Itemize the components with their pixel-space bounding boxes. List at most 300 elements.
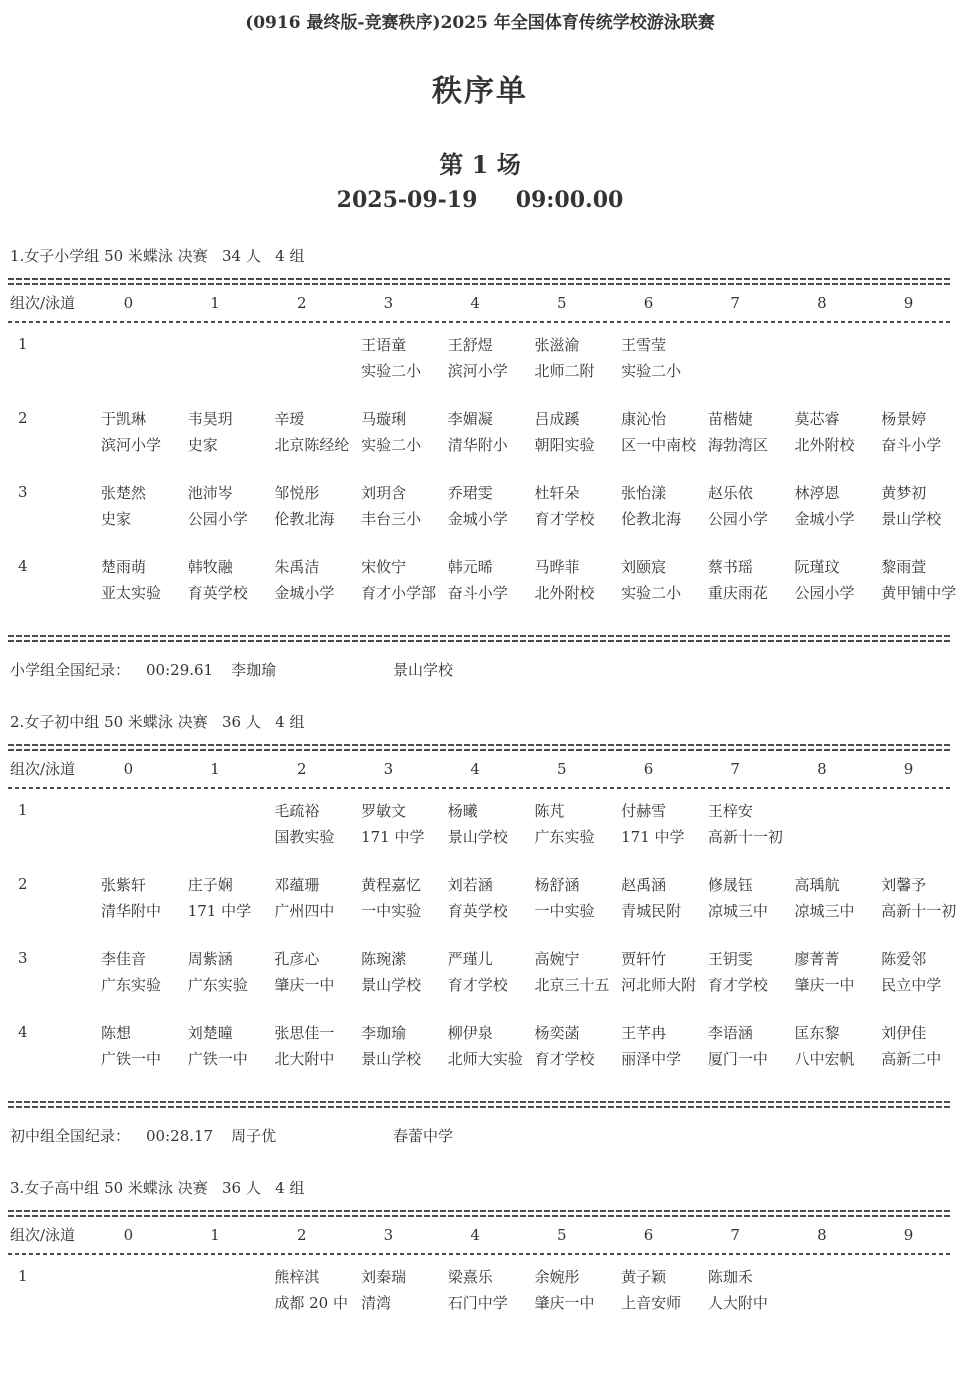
lane-number: 8 xyxy=(817,1226,827,1244)
swimmer-name: 马璇琍 xyxy=(361,410,407,428)
swimmer-name: 张滋渝 xyxy=(534,336,580,354)
swimmer-school: 171 中学 xyxy=(187,902,252,920)
record-holder: 李珈瑜 xyxy=(231,661,277,679)
swimmer-name: 修晟钰 xyxy=(707,876,753,894)
swimmer-entry xyxy=(172,1023,259,1069)
swimmer-name: 朱禹洁 xyxy=(274,558,320,576)
swimmer-entry xyxy=(258,557,345,603)
swimmer-school: 滨河小学 xyxy=(447,362,508,380)
swimmer-entry xyxy=(258,1023,345,1069)
swimmer-entry xyxy=(432,801,519,847)
swimmer-entry xyxy=(779,409,866,455)
heat-number: 3 xyxy=(18,949,28,967)
swimmer-name: 黄梦初 xyxy=(881,484,927,502)
swimmer-name: 王语童 xyxy=(361,336,407,354)
swimmer-name: 匡东黎 xyxy=(794,1024,840,1042)
swimmer-school: 实验二小 xyxy=(361,436,422,454)
swimmer-entry xyxy=(345,557,437,603)
swimmer-entry xyxy=(692,801,783,847)
swimmer-entry xyxy=(779,875,866,921)
swimmer-school: 育才学校 xyxy=(447,976,508,994)
lane-number: 7 xyxy=(730,294,740,312)
swimmer-entry xyxy=(432,557,519,603)
empty-lane xyxy=(258,335,345,381)
swimmer-entry xyxy=(432,483,519,529)
swimmer-school: 国教实验 xyxy=(274,828,335,846)
lane-header-row xyxy=(8,759,952,779)
swimmer-name: 赵禹涵 xyxy=(621,876,667,894)
swimmer-school: 丰台三小 xyxy=(361,510,422,528)
swimmer-entry xyxy=(172,949,259,995)
swimmer-name: 刘馨予 xyxy=(881,876,927,894)
swimmer-name: 孔彦心 xyxy=(274,950,320,968)
swimmer-school: 石门中学 xyxy=(447,1294,508,1312)
swimmer-school: 高新十一初 xyxy=(707,828,783,846)
swimmer-name: 于凯琳 xyxy=(101,410,147,428)
swimmer-school: 厦门一中 xyxy=(707,1050,768,1068)
empty-lane xyxy=(779,801,866,847)
record-school: 景山学校 xyxy=(393,661,454,679)
swimmer-school: 171 中学 xyxy=(621,828,685,846)
lane-number: 9 xyxy=(903,760,914,778)
lane-number: 0 xyxy=(123,294,134,312)
lane-number: 4 xyxy=(470,1226,480,1244)
lane-header-label: 组次/泳道 xyxy=(10,1226,76,1244)
swimmer-school: 奋斗小学 xyxy=(447,584,508,602)
event-section xyxy=(8,1178,952,1329)
swimmer-name: 张楚然 xyxy=(101,484,147,502)
swimmer-entry xyxy=(605,875,692,921)
record-line xyxy=(8,1126,952,1146)
swimmer-school: 广铁一中 xyxy=(101,1050,162,1068)
swimmer-name: 邓蕴珊 xyxy=(274,876,320,894)
swimmer-name: 林渟恩 xyxy=(794,484,840,502)
swimmer-entry xyxy=(85,949,172,995)
lane-number: 2 xyxy=(296,1226,307,1244)
swimmer-school: 实验二小 xyxy=(621,584,682,602)
heat-number: 1 xyxy=(18,801,28,819)
swimmer-entry xyxy=(432,949,519,995)
session-title: 第 1 场 xyxy=(439,150,521,179)
event-section xyxy=(8,712,957,1146)
empty-lane xyxy=(85,1267,172,1313)
lane-header-label: 组次/泳道 xyxy=(10,294,76,312)
heat-row xyxy=(8,863,957,937)
swimmer-name: 张紫轩 xyxy=(101,876,147,894)
swimmer-name: 蔡书瑶 xyxy=(707,558,753,576)
swimmer-name: 高婉宁 xyxy=(534,950,580,968)
heat-number: 3 xyxy=(18,483,28,501)
swimmer-name: 李媚凝 xyxy=(447,410,493,428)
lane-header-row xyxy=(8,1225,952,1245)
heat-row xyxy=(8,545,957,619)
heat-row xyxy=(8,323,952,397)
swimmer-school: 高新二中 xyxy=(881,1050,942,1068)
swimmer-name: 余婉彤 xyxy=(534,1268,580,1286)
swimmer-school: 肇庆一中 xyxy=(534,1294,595,1312)
separator-double xyxy=(8,278,952,285)
swimmer-school: 清华附小 xyxy=(447,436,508,454)
swimmer-name: 杨奕菡 xyxy=(534,1024,580,1042)
swimmer-entry xyxy=(432,1023,523,1069)
swimmer-name: 陈珈禾 xyxy=(707,1268,753,1286)
swimmer-entry xyxy=(432,1267,519,1313)
swimmer-entry xyxy=(172,483,259,529)
swimmer-school: 北外附校 xyxy=(794,436,855,454)
swimmer-school: 伦教北海 xyxy=(274,510,335,528)
swimmer-name: 王舒煜 xyxy=(447,336,493,354)
swimmer-name: 韩牧融 xyxy=(187,558,233,576)
swimmer-school: 滨河小学 xyxy=(101,436,162,454)
swimmer-entry xyxy=(258,949,345,995)
swimmer-school: 丽泽中学 xyxy=(621,1050,682,1068)
swimmer-school: 广州四中 xyxy=(274,902,335,920)
swimmer-name: 王雪莹 xyxy=(621,336,667,354)
swimmer-name: 康沁怡 xyxy=(621,410,667,428)
lane-number: 1 xyxy=(210,294,220,312)
document-title: (0916 最终版-竞赛秩序)2025 年全国体育传统学校游泳联赛 xyxy=(245,13,715,33)
swimmer-school: 海勃湾区 xyxy=(707,436,768,454)
separator-double xyxy=(8,1101,952,1108)
empty-lane xyxy=(865,335,952,381)
lane-number: 5 xyxy=(557,294,567,312)
heat-number: 1 xyxy=(18,1267,28,1285)
swimmer-name: 付赫雪 xyxy=(621,802,667,820)
swimmer-entry xyxy=(605,409,697,455)
swimmer-name: 刘若涵 xyxy=(447,876,493,894)
lane-number: 9 xyxy=(903,1226,914,1244)
swimmer-school: 区一中南校 xyxy=(621,436,697,454)
swimmer-school: 北大附中 xyxy=(274,1050,335,1068)
sheet-title: 秩序单 xyxy=(432,74,528,109)
swimmer-school: 景山学校 xyxy=(881,510,942,528)
lane-number: 7 xyxy=(730,760,740,778)
swimmer-school: 凉城三中 xyxy=(794,902,855,920)
heat-number: 2 xyxy=(18,875,28,893)
swimmer-school: 公园小学 xyxy=(707,510,768,528)
swimmer-name: 杨曦 xyxy=(447,802,478,820)
lane-number: 1 xyxy=(210,760,220,778)
lane-number: 7 xyxy=(730,1226,740,1244)
event-section xyxy=(8,246,957,680)
swimmer-school: 育英学校 xyxy=(447,902,508,920)
lane-number: 5 xyxy=(557,1226,567,1244)
swimmer-entry xyxy=(692,557,779,603)
swimmer-name: 阮瑾玟 xyxy=(794,558,840,576)
lane-number: 3 xyxy=(383,294,394,312)
event-title: 3.女子高中组 50 米蝶泳 决赛 36 人 4 组 xyxy=(10,1179,305,1197)
swimmer-name: 辛瑷 xyxy=(274,410,305,428)
swimmer-name: 王梓安 xyxy=(707,802,753,820)
swimmer-entry xyxy=(865,409,952,455)
swimmer-name: 高瑀航 xyxy=(794,876,840,894)
swimmer-school: 金城小学 xyxy=(794,510,855,528)
swimmer-entry xyxy=(518,1267,605,1313)
swimmer-entry xyxy=(345,801,432,847)
swimmer-entry xyxy=(258,875,345,921)
swimmer-entry xyxy=(345,483,432,529)
heat-number: 4 xyxy=(18,1023,28,1041)
swimmer-school: 八中宏帆 xyxy=(794,1050,855,1068)
swimmer-name: 莫芯睿 xyxy=(794,410,840,428)
swimmer-school: 育才学校 xyxy=(707,976,768,994)
swimmer-name: 严瑾儿 xyxy=(447,950,493,968)
swimmer-name: 王钥雯 xyxy=(707,950,753,968)
swimmer-name: 黎雨萱 xyxy=(881,558,927,576)
swimmer-name: 马晔菲 xyxy=(534,558,580,576)
swimmer-entry xyxy=(258,801,345,847)
record-line xyxy=(8,660,952,680)
swimmer-school: 金城小学 xyxy=(447,510,508,528)
swimmer-school: 高新十一初 xyxy=(881,902,957,920)
swimmer-school: 人大附中 xyxy=(707,1294,768,1312)
swimmer-name: 黄子颖 xyxy=(621,1268,667,1286)
swimmer-entry xyxy=(518,1023,605,1069)
separator-double xyxy=(8,744,952,751)
swimmer-entry xyxy=(865,483,952,529)
swimmer-school: 广东实验 xyxy=(101,976,162,994)
empty-lane xyxy=(85,801,172,847)
swimmer-name: 吕成蹊 xyxy=(534,410,580,428)
lane-number: 2 xyxy=(296,294,307,312)
swimmer-entry xyxy=(605,949,697,995)
swimmer-school: 171 中学 xyxy=(361,828,425,846)
swimmer-school: 肇庆一中 xyxy=(794,976,855,994)
swimmer-entry xyxy=(345,1023,432,1069)
swimmer-school: 公园小学 xyxy=(794,584,855,602)
session-datetime: 2025-09-19 09:00.00 xyxy=(336,187,624,213)
swimmer-name: 李语涵 xyxy=(707,1024,753,1042)
swimmer-entry xyxy=(172,409,259,455)
heat-row xyxy=(8,471,952,545)
swimmer-entry xyxy=(172,875,259,921)
swimmer-school: 青城民附 xyxy=(621,902,682,920)
heat-number: 1 xyxy=(18,335,28,353)
swimmer-school: 广铁一中 xyxy=(187,1050,248,1068)
event-title: 2.女子初中组 50 米蝶泳 决赛 36 人 4 组 xyxy=(10,713,305,731)
empty-lane xyxy=(865,801,952,847)
empty-lane xyxy=(172,1267,259,1313)
swimmer-name: 罗敏文 xyxy=(361,802,407,820)
swimmer-entry xyxy=(518,949,610,995)
swimmer-name: 池沛岑 xyxy=(187,484,233,502)
swimmer-entry xyxy=(258,409,350,455)
swimmer-school: 育英学校 xyxy=(187,584,248,602)
swimmer-school: 亚太实验 xyxy=(101,584,162,602)
lane-number: 8 xyxy=(817,294,827,312)
swimmer-school: 一中实验 xyxy=(361,902,422,920)
swimmer-entry xyxy=(692,409,779,455)
heat-row xyxy=(8,937,952,1011)
swimmer-entry xyxy=(258,1267,348,1313)
swimmer-entry xyxy=(779,949,866,995)
swimmer-name: 黄程嘉忆 xyxy=(361,876,422,894)
empty-lane xyxy=(172,335,259,381)
lane-number: 6 xyxy=(643,1226,654,1244)
heat-row xyxy=(8,397,952,471)
lane-number: 2 xyxy=(296,760,307,778)
swimmer-school: 景山学校 xyxy=(447,828,508,846)
swimmer-entry xyxy=(432,875,519,921)
lane-number: 3 xyxy=(383,760,394,778)
swimmer-entry xyxy=(85,1023,172,1069)
swimmer-name: 乔珺雯 xyxy=(447,484,493,502)
swimmer-entry xyxy=(692,875,779,921)
swimmer-name: 刘颐宸 xyxy=(621,558,667,576)
swimmer-school: 育才小学部 xyxy=(361,584,437,602)
swimmer-school: 景山学校 xyxy=(361,1050,422,1068)
record-holder: 周子优 xyxy=(231,1127,277,1145)
swimmer-entry xyxy=(779,557,866,603)
swimmer-name: 杨景婷 xyxy=(881,410,927,428)
swimmer-school: 北京陈经纶 xyxy=(274,436,350,454)
heat-row xyxy=(8,1255,952,1329)
swimmer-entry xyxy=(865,949,952,995)
swimmer-school: 实验二小 xyxy=(621,362,682,380)
swimmer-name: 刘玥含 xyxy=(361,484,407,502)
swimmer-school: 成都 20 中 xyxy=(274,1294,348,1312)
swimmer-name: 杜轩朵 xyxy=(534,484,580,502)
swimmer-school: 清湾 xyxy=(361,1294,392,1312)
swimmer-school: 北外附校 xyxy=(534,584,595,602)
swimmer-name: 贾轩竹 xyxy=(621,950,667,968)
swimmer-school: 伦教北海 xyxy=(621,510,682,528)
swimmer-name: 宋攸宁 xyxy=(361,558,407,576)
event-title: 1.女子小学组 50 米蝶泳 决赛 34 人 4 组 xyxy=(10,247,305,265)
swimmer-entry xyxy=(605,335,692,381)
lane-header-label: 组次/泳道 xyxy=(10,760,76,778)
swimmer-school: 北师二附 xyxy=(534,362,595,380)
swimmer-entry xyxy=(692,1267,779,1313)
heat-number: 4 xyxy=(18,557,28,575)
swimmer-name: 陈芃 xyxy=(534,802,565,820)
swimmer-name: 楚雨萌 xyxy=(101,558,147,576)
swimmer-school: 河北师大附 xyxy=(621,976,697,994)
swimmer-school: 肇庆一中 xyxy=(274,976,335,994)
swimmer-school: 育才学校 xyxy=(534,510,595,528)
swimmer-school: 广东实验 xyxy=(187,976,248,994)
swimmer-entry xyxy=(518,409,605,455)
swimmer-school: 广东实验 xyxy=(534,828,595,846)
swimmer-school: 凉城三中 xyxy=(707,902,768,920)
swimmer-school: 北京三十五 xyxy=(534,976,610,994)
swimmer-entry xyxy=(692,1023,779,1069)
lane-number: 6 xyxy=(643,760,654,778)
swimmer-name: 李珈瑜 xyxy=(361,1024,407,1042)
record-time: 00:29.61 xyxy=(146,661,214,679)
swimmer-name: 陈想 xyxy=(101,1024,132,1042)
swimmer-entry xyxy=(605,557,692,603)
swimmer-name: 梁熹乐 xyxy=(447,1268,493,1286)
swimmer-entry xyxy=(85,875,172,921)
swimmer-school: 朝阳实验 xyxy=(534,436,595,454)
swimmer-name: 韦昊玥 xyxy=(187,410,233,428)
swimmer-entry xyxy=(865,557,957,603)
swimmer-entry xyxy=(605,1023,692,1069)
swimmer-entry xyxy=(85,483,172,529)
empty-lane xyxy=(865,1267,952,1313)
swimmer-entry xyxy=(692,483,779,529)
swimmer-name: 周紫涵 xyxy=(187,950,233,968)
lane-number: 4 xyxy=(470,760,480,778)
swimmer-entry xyxy=(605,483,692,529)
swimmer-school: 黄甲铺中学 xyxy=(881,584,957,602)
swimmer-name: 柳伊泉 xyxy=(447,1024,493,1042)
swimmer-entry xyxy=(605,801,692,847)
heat-row xyxy=(8,1011,952,1085)
swimmer-entry xyxy=(692,949,779,995)
swimmer-entry xyxy=(518,483,605,529)
events-container xyxy=(8,246,957,1329)
swimmer-entry xyxy=(345,335,432,381)
swimmer-name: 刘伊佳 xyxy=(881,1024,927,1042)
swimmer-entry xyxy=(172,557,259,603)
swimmer-name: 苗楷婕 xyxy=(707,410,753,428)
swimmer-entry xyxy=(258,483,345,529)
record-label: 初中组全国纪录： xyxy=(10,1127,131,1145)
swimmer-school: 景山学校 xyxy=(361,976,422,994)
empty-lane xyxy=(779,1267,866,1313)
swimmer-school: 清华附中 xyxy=(101,902,162,920)
swimmer-name: 李佳音 xyxy=(101,950,147,968)
swimmer-entry xyxy=(345,409,432,455)
lane-number: 8 xyxy=(817,760,827,778)
lane-number: 0 xyxy=(123,760,134,778)
swimmer-name: 韩元晞 xyxy=(447,558,493,576)
swimmer-name: 陈琬潆 xyxy=(361,950,407,968)
swimmer-entry xyxy=(432,409,519,455)
record-time: 00:28.17 xyxy=(146,1127,214,1145)
lane-header-row xyxy=(8,293,952,313)
lane-number: 9 xyxy=(903,294,914,312)
swimmer-name: 张怡漾 xyxy=(621,484,667,502)
swimmer-entry xyxy=(345,1267,432,1313)
swimmer-entry xyxy=(865,875,957,921)
swimmer-name: 廖菁菁 xyxy=(794,950,840,968)
swimmer-name: 王芊冉 xyxy=(621,1024,667,1042)
swimmer-entry xyxy=(865,1023,952,1069)
lane-number: 0 xyxy=(123,1226,134,1244)
empty-lane xyxy=(779,335,866,381)
swimmer-name: 庄子娴 xyxy=(187,876,233,894)
swimmer-name: 刘楚曈 xyxy=(187,1024,233,1042)
swimmer-school: 一中实验 xyxy=(534,902,595,920)
swimmer-entry xyxy=(518,801,605,847)
swimmer-school: 育才学校 xyxy=(534,1050,595,1068)
heat-number: 2 xyxy=(18,409,28,427)
empty-lane xyxy=(172,801,259,847)
swimmer-name: 熊梓淇 xyxy=(274,1268,320,1286)
heat-row xyxy=(8,789,952,863)
swimmer-entry xyxy=(345,949,432,995)
empty-lane xyxy=(85,335,172,381)
swimmer-entry xyxy=(605,1267,692,1313)
separator-double xyxy=(8,635,952,642)
swimmer-school: 史家 xyxy=(187,436,218,454)
swimmer-school: 史家 xyxy=(101,510,132,528)
swimmer-entry xyxy=(779,1023,866,1069)
lane-number: 5 xyxy=(557,760,567,778)
swimmer-name: 毛疏裕 xyxy=(274,802,320,820)
swimmer-name: 刘秦瑞 xyxy=(361,1268,407,1286)
lane-number: 6 xyxy=(643,294,654,312)
swimmer-entry xyxy=(85,557,172,603)
empty-lane xyxy=(692,335,779,381)
lane-number: 4 xyxy=(470,294,480,312)
swimmer-school: 奋斗小学 xyxy=(881,436,942,454)
swimmer-school: 民立中学 xyxy=(881,976,942,994)
swimmer-entry xyxy=(518,875,605,921)
